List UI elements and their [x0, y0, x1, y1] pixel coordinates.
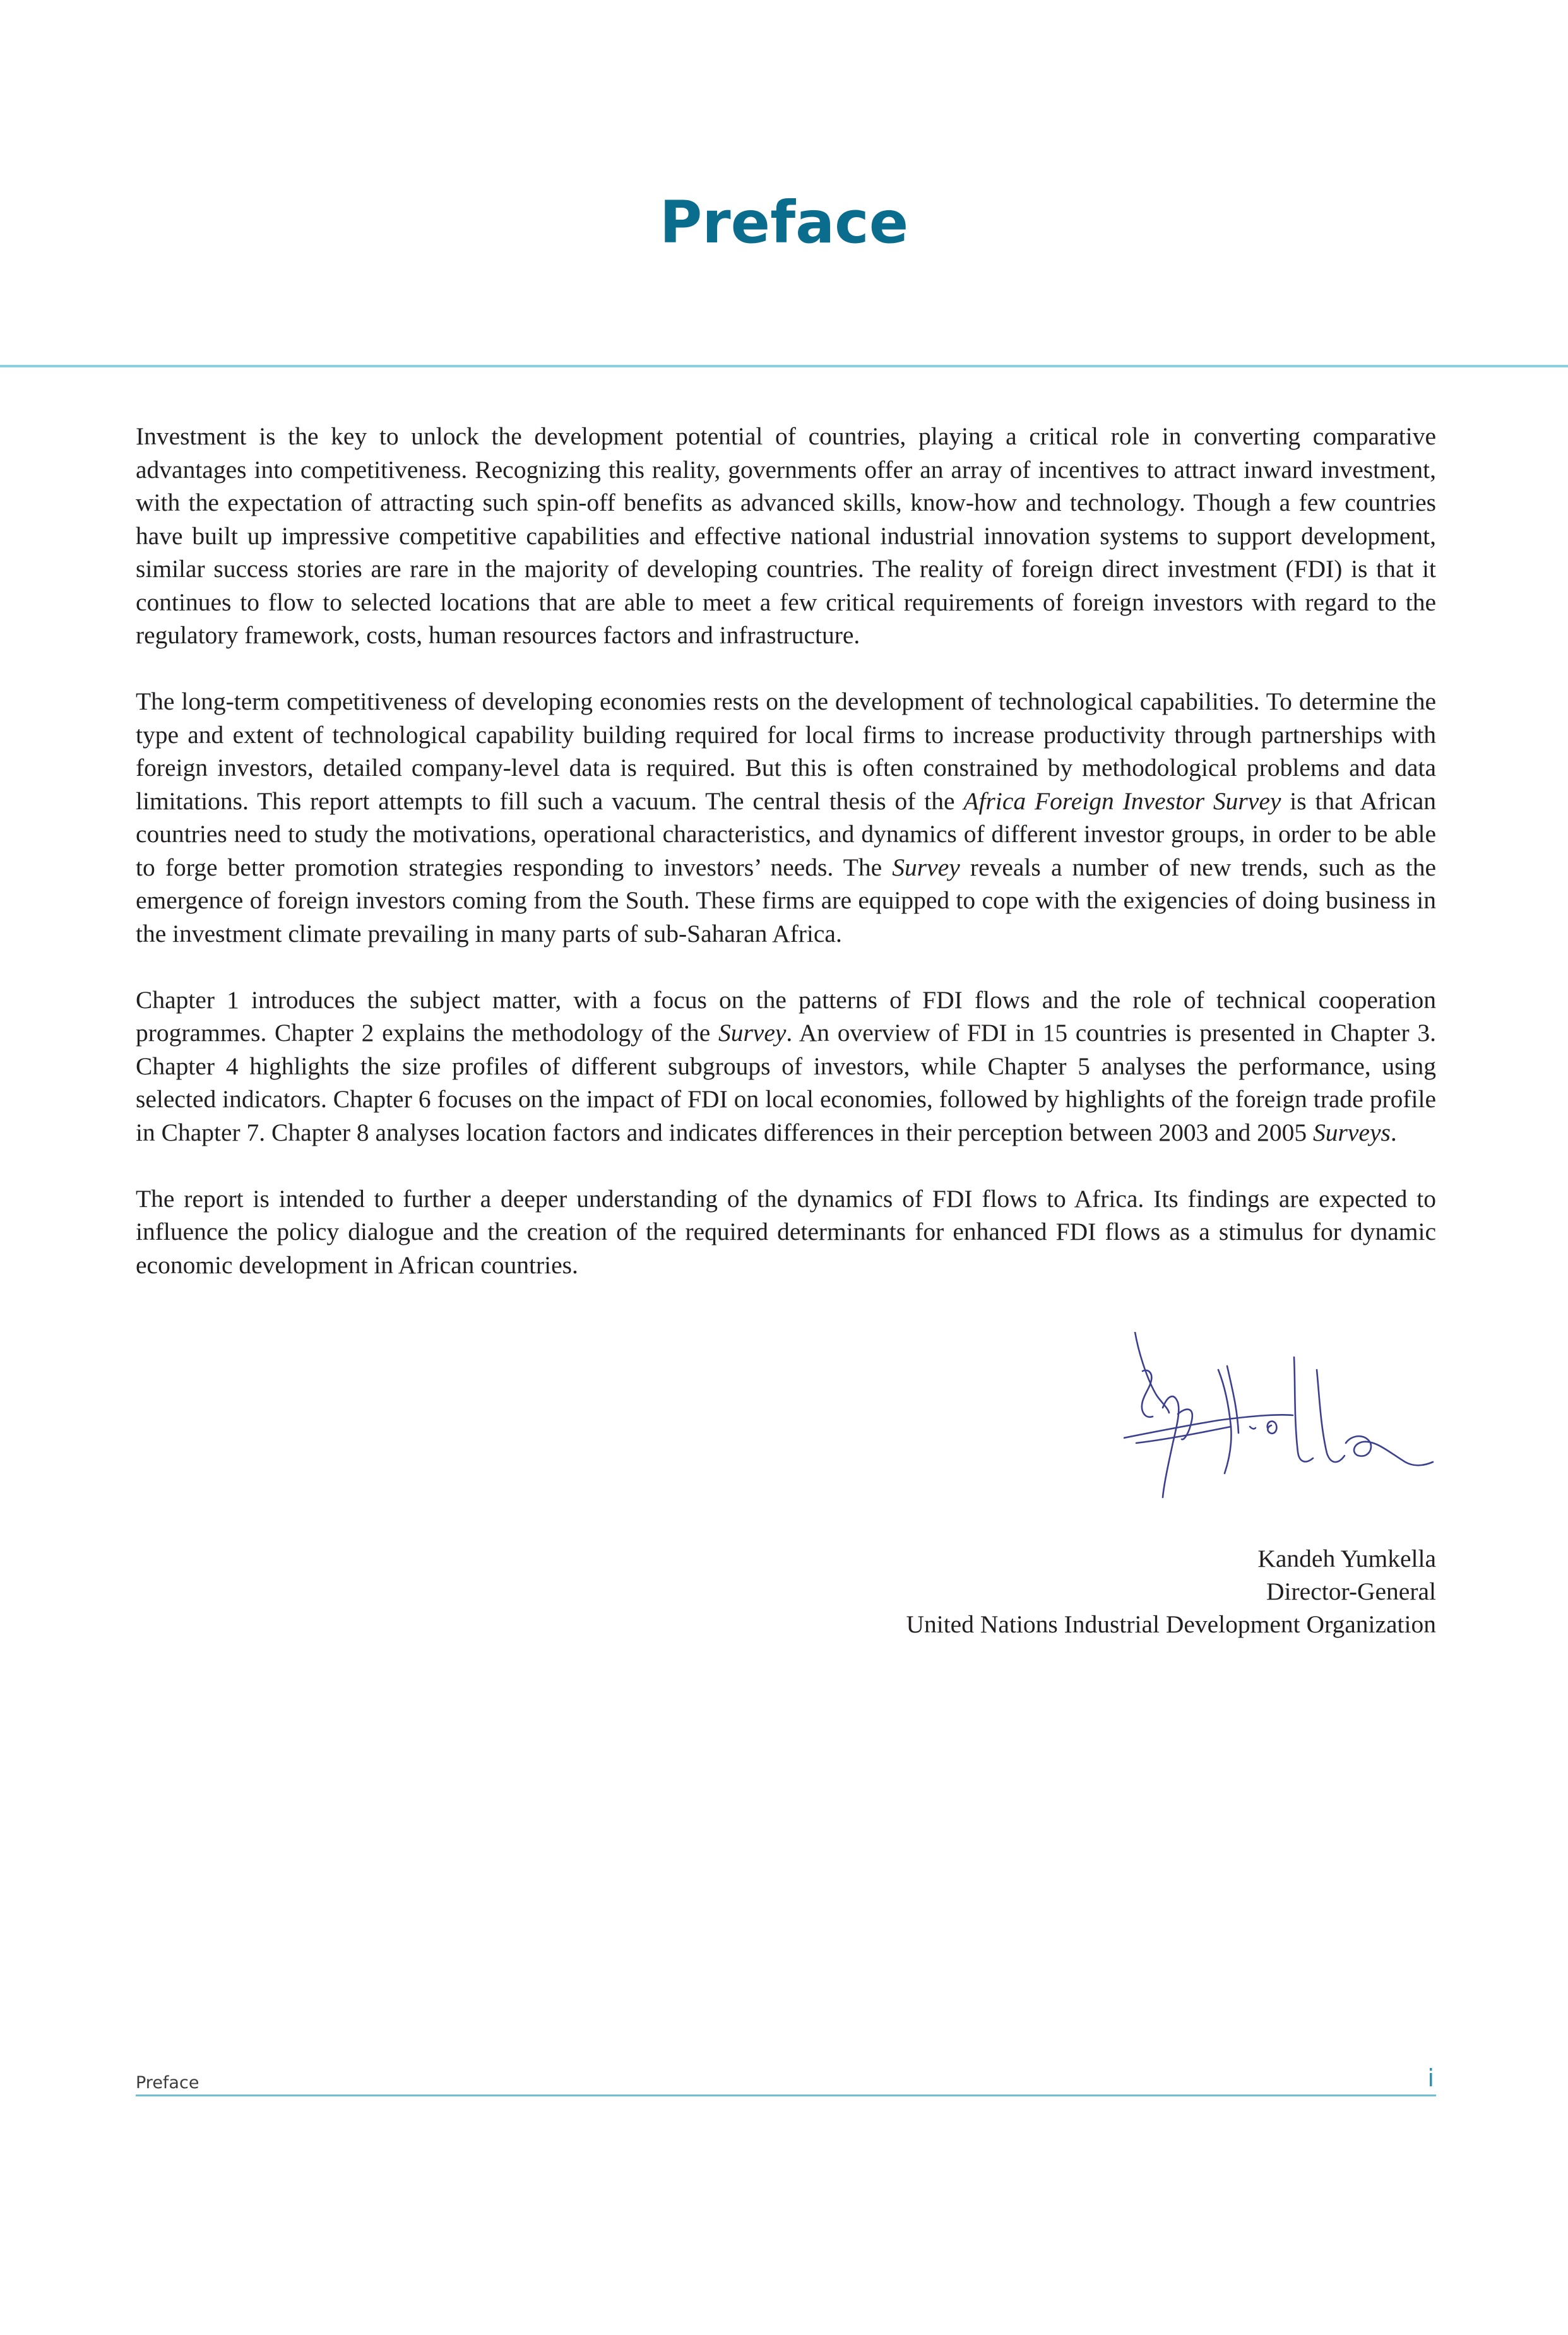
paragraph-text: Investment is the key to unlock the development potential of countries, playing a critical role in converting comparative advantages into competitiveness. Recognizing this reality, governments offer an array of incentives to attract inward investment, with the expectation of attracting such spin-off benefits as advanced skills, know-how and technology. Though a few countries have built up impressive competitive capabilities and effective national industrial innovation systems to support development, similar success stories are rare in the majority of developing countries. The reality of foreign direct investment (FDI) is that it continues to flow to selected locations that are able to meet a few critical requirements of foreign investors with regard to the regulatory framework, costs, human resources factors and infrastructure. — [136, 422, 1436, 649]
italic-text: Surveys — [1313, 1118, 1391, 1146]
footer-divider — [136, 2094, 1436, 2096]
paragraph — [136, 420, 1436, 652]
paragraph-text: The long-term competitiveness of developing economies rests on the development of technological capabilities. To determine the type and extent of technological capability building required for local firms to increase productivity through partnerships with foreign investors, detailed company-level data is required. But this is often constrained by methodological problems and data limitations. This report attempts to fill such a vacuum. The central thesis of the — [136, 687, 1436, 815]
paragraph-text: . An overview of FDI in 15 countries is presented in Chapter 3. Chapter 4 highlights the size profiles of different subgroups of investors, while Chapter 5 analyses the performance, using selected indicators. Chapter 6 focuses on the impact of FDI on local economies, followed by highlights of the foreign trade profile in Chapter 7. Chapter 8 analyses location factors and indicates differences in their perception between 2003 and 2005 — [136, 1019, 1436, 1146]
paragraph-text: is that African countries need to study the motivations, operational characteristics, and dynamics of different investor groups, in order to be able to forge better promotion strategies responding to investors’ needs. The — [136, 787, 1436, 881]
paragraph-text: . — [1390, 1118, 1397, 1146]
italic-text: Survey — [718, 1019, 787, 1047]
signature-strokes — [1124, 1332, 1433, 1497]
page-title: Preface — [659, 189, 909, 256]
paragraph-text: The report is intended to further a deeper understanding of the dynamics of FDI flows to Africa. Its findings are expected to influence the policy dialogue and the creation of the required determinants for enhanced FDI flows as a stimulus for dynamic economic development in African countries. — [136, 1184, 1436, 1279]
preface-body — [136, 420, 1436, 1315]
signer-name: Kandeh Yumkella — [1257, 1545, 1436, 1572]
paragraph — [136, 1182, 1436, 1282]
paragraph — [136, 983, 1436, 1150]
signer-block — [906, 1542, 1436, 1641]
signer-organization: United Nations Industrial Development Organization — [906, 1610, 1436, 1638]
footer-page-number: i — [1427, 2064, 1434, 2092]
paragraph-text: Chapter 1 introduces the subject matter, with a focus on the patterns of FDI flows and the role of technical cooperation programmes. Chapter 2 explains the methodology of the — [136, 985, 1436, 1047]
paragraph — [136, 685, 1436, 950]
italic-text: Africa Foreign Investor Survey — [963, 787, 1281, 815]
footer-section-label: Preface — [136, 2073, 199, 2093]
italic-text: Survey — [892, 853, 960, 881]
signature-image — [1124, 1332, 1439, 1528]
paragraph-text: reveals a number of new trends, such as the emergence of foreign investors coming from the South. These firms are equipped to cope with the exigencies of doing business in the investment climate prevailing in many parts of sub-Saharan Africa. — [136, 853, 1436, 948]
title-divider — [0, 365, 1568, 367]
signer-position: Director-General — [1266, 1577, 1436, 1605]
